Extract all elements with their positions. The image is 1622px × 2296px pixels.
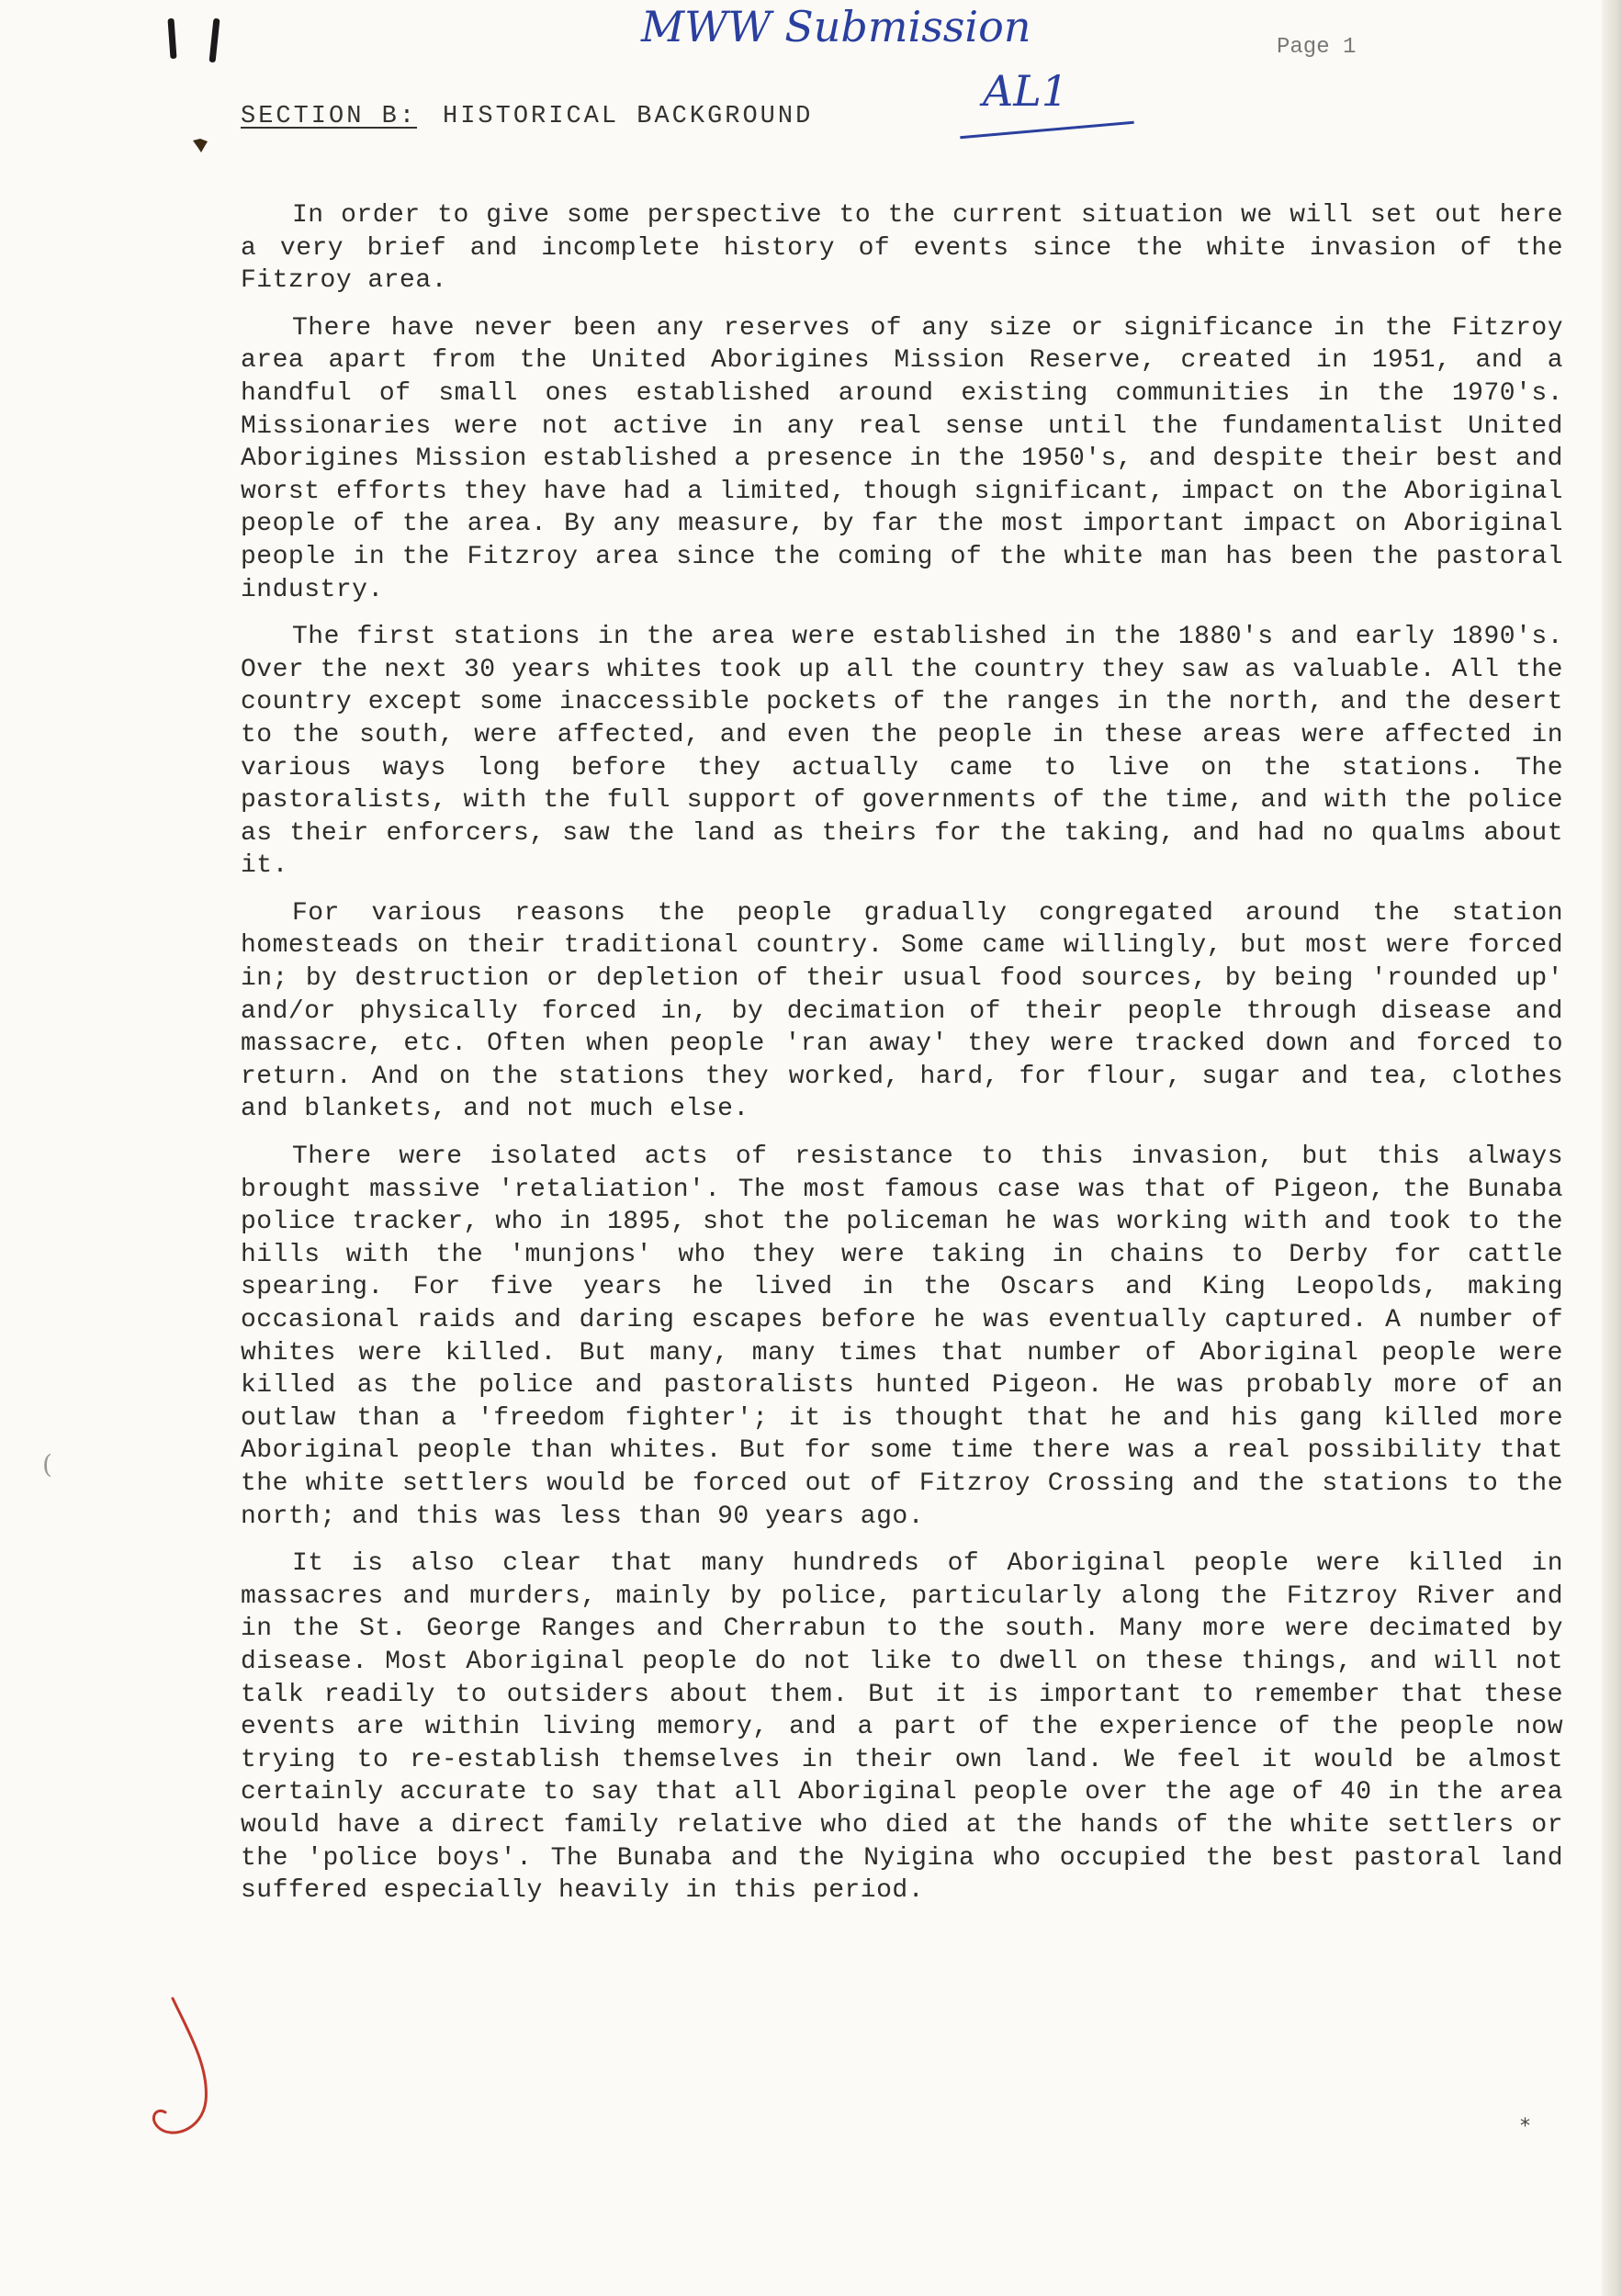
page-number: Page 1 — [1277, 35, 1357, 60]
paragraph: The first stations in the area were established in the 1880's and early 1890's. Over the next 30 years whites took up all the country they saw as valuable. All the country except some inaccessible pockets of the ranges in the north, and the desert to the south, were affected, and even the people in these areas were affected in various ways long before they actually came to live on the stations. The pastoralists, with the full support of governments of the time, and with the police as their enforcers, saw the land as theirs for the taking, and had no qualms about it. — [241, 623, 1563, 881]
scan-edge — [1602, 0, 1622, 2296]
paragraph: In order to give some perspective to the current situation we will set out here a very brief and incomplete history of events since the white invasion of the Fitzroy area. — [241, 201, 1563, 296]
speck-mark: * — [1520, 2115, 1530, 2138]
paragraph: For various reasons the people gradually congregated around the station homesteads on their traditional country. Some came willingly, but most were forced in; by destruction or depletion of their usual food sources, by being 'rounded up' and/or physically forced in, by decimation of their people through disease and massacre, etc. Often when people 'ran away' they were tracked down and forced to return. And on the stations they worked, hard, for flour, sugar and tea, clothes and blankets, and not much else. — [241, 898, 1563, 1124]
ink-blot-mark — [190, 137, 210, 155]
section-title: HISTORICAL BACKGROUND — [443, 103, 814, 130]
paragraph: There were isolated acts of resistance to this invasion, but this always brought massive 'retaliation'. The most famous case was that of Pigeon, the Bunaba police tracker, who in 1895, shot the policeman he was working with and took to the hills with the 'munjons' who they were taking in chains to Derby for cattle spearing. For five years he lived in the Oscars and King Leopolds, making occasional raids and daring escapes before he was eventually captured. A number of whites were killed. But many, many times that number of Aboriginal people were killed as the police and pastoralists hunted Pigeon. He was probably more of an outlaw than a 'freedom fighter'; it is thought that he and his gang killed more Aboriginal people than whites. But for some time there was a real possibility that the white settlers would be forced out of Fitzroy Crossing and the stations to the north; and this was less than 90 years ago. — [241, 1142, 1563, 1531]
handwritten-code: AL1 — [983, 66, 1069, 116]
handwritten-underline — [960, 121, 1134, 140]
paragraph: There have never been any reserves of any size or significance in the Fitzroy area apart from the United Aborigines Mission Reserve, created in 1951, and a handful of small ones established around existing communities in the 1970's. Missionaries were not active in any real sense until the fundamentalist United Aborigines Mission established a presence in the 1950's, and despite their best and worst efforts they have had a limited, though significant, impact on the Aboriginal people of the area. By any measure, by far the most important impact on Aboriginal people in the Fitzroy area since the coming of the white man has been the pastoral industry. — [241, 313, 1563, 604]
margin-bracket-mark: ( — [42, 1449, 52, 1480]
section-label: SECTION B: — [241, 103, 418, 130]
paragraph: It is also clear that many hundreds of Aboriginal people were killed in massacres and murders, mainly by police, particularly along the Fitzroy River and in the St. George Ranges and Cherrabun to the south. Many more were decimated by disease. Most Aboriginal people do not like to dwell on these things, and will not talk readily to outsiders about them. But it is important to remember that these events are within living memory, and a part of the experience of the people now trying to re-establish themselves in their own land. We feel it would be almost certainly accurate to say that all Aboriginal people over the age of 40 in the area would have a direct family relative who died at the hands of the white settlers or the 'police boys'. The Bunaba and the Nyigina who occupied the best pastoral land suffered especially heavily in this period. — [241, 1549, 1563, 1906]
red-pen-mark — [145, 1993, 255, 2149]
handwritten-submission-note: MWW Submission — [641, 2, 1031, 51]
body-text — [241, 199, 1563, 1922]
section-heading — [241, 103, 813, 130]
